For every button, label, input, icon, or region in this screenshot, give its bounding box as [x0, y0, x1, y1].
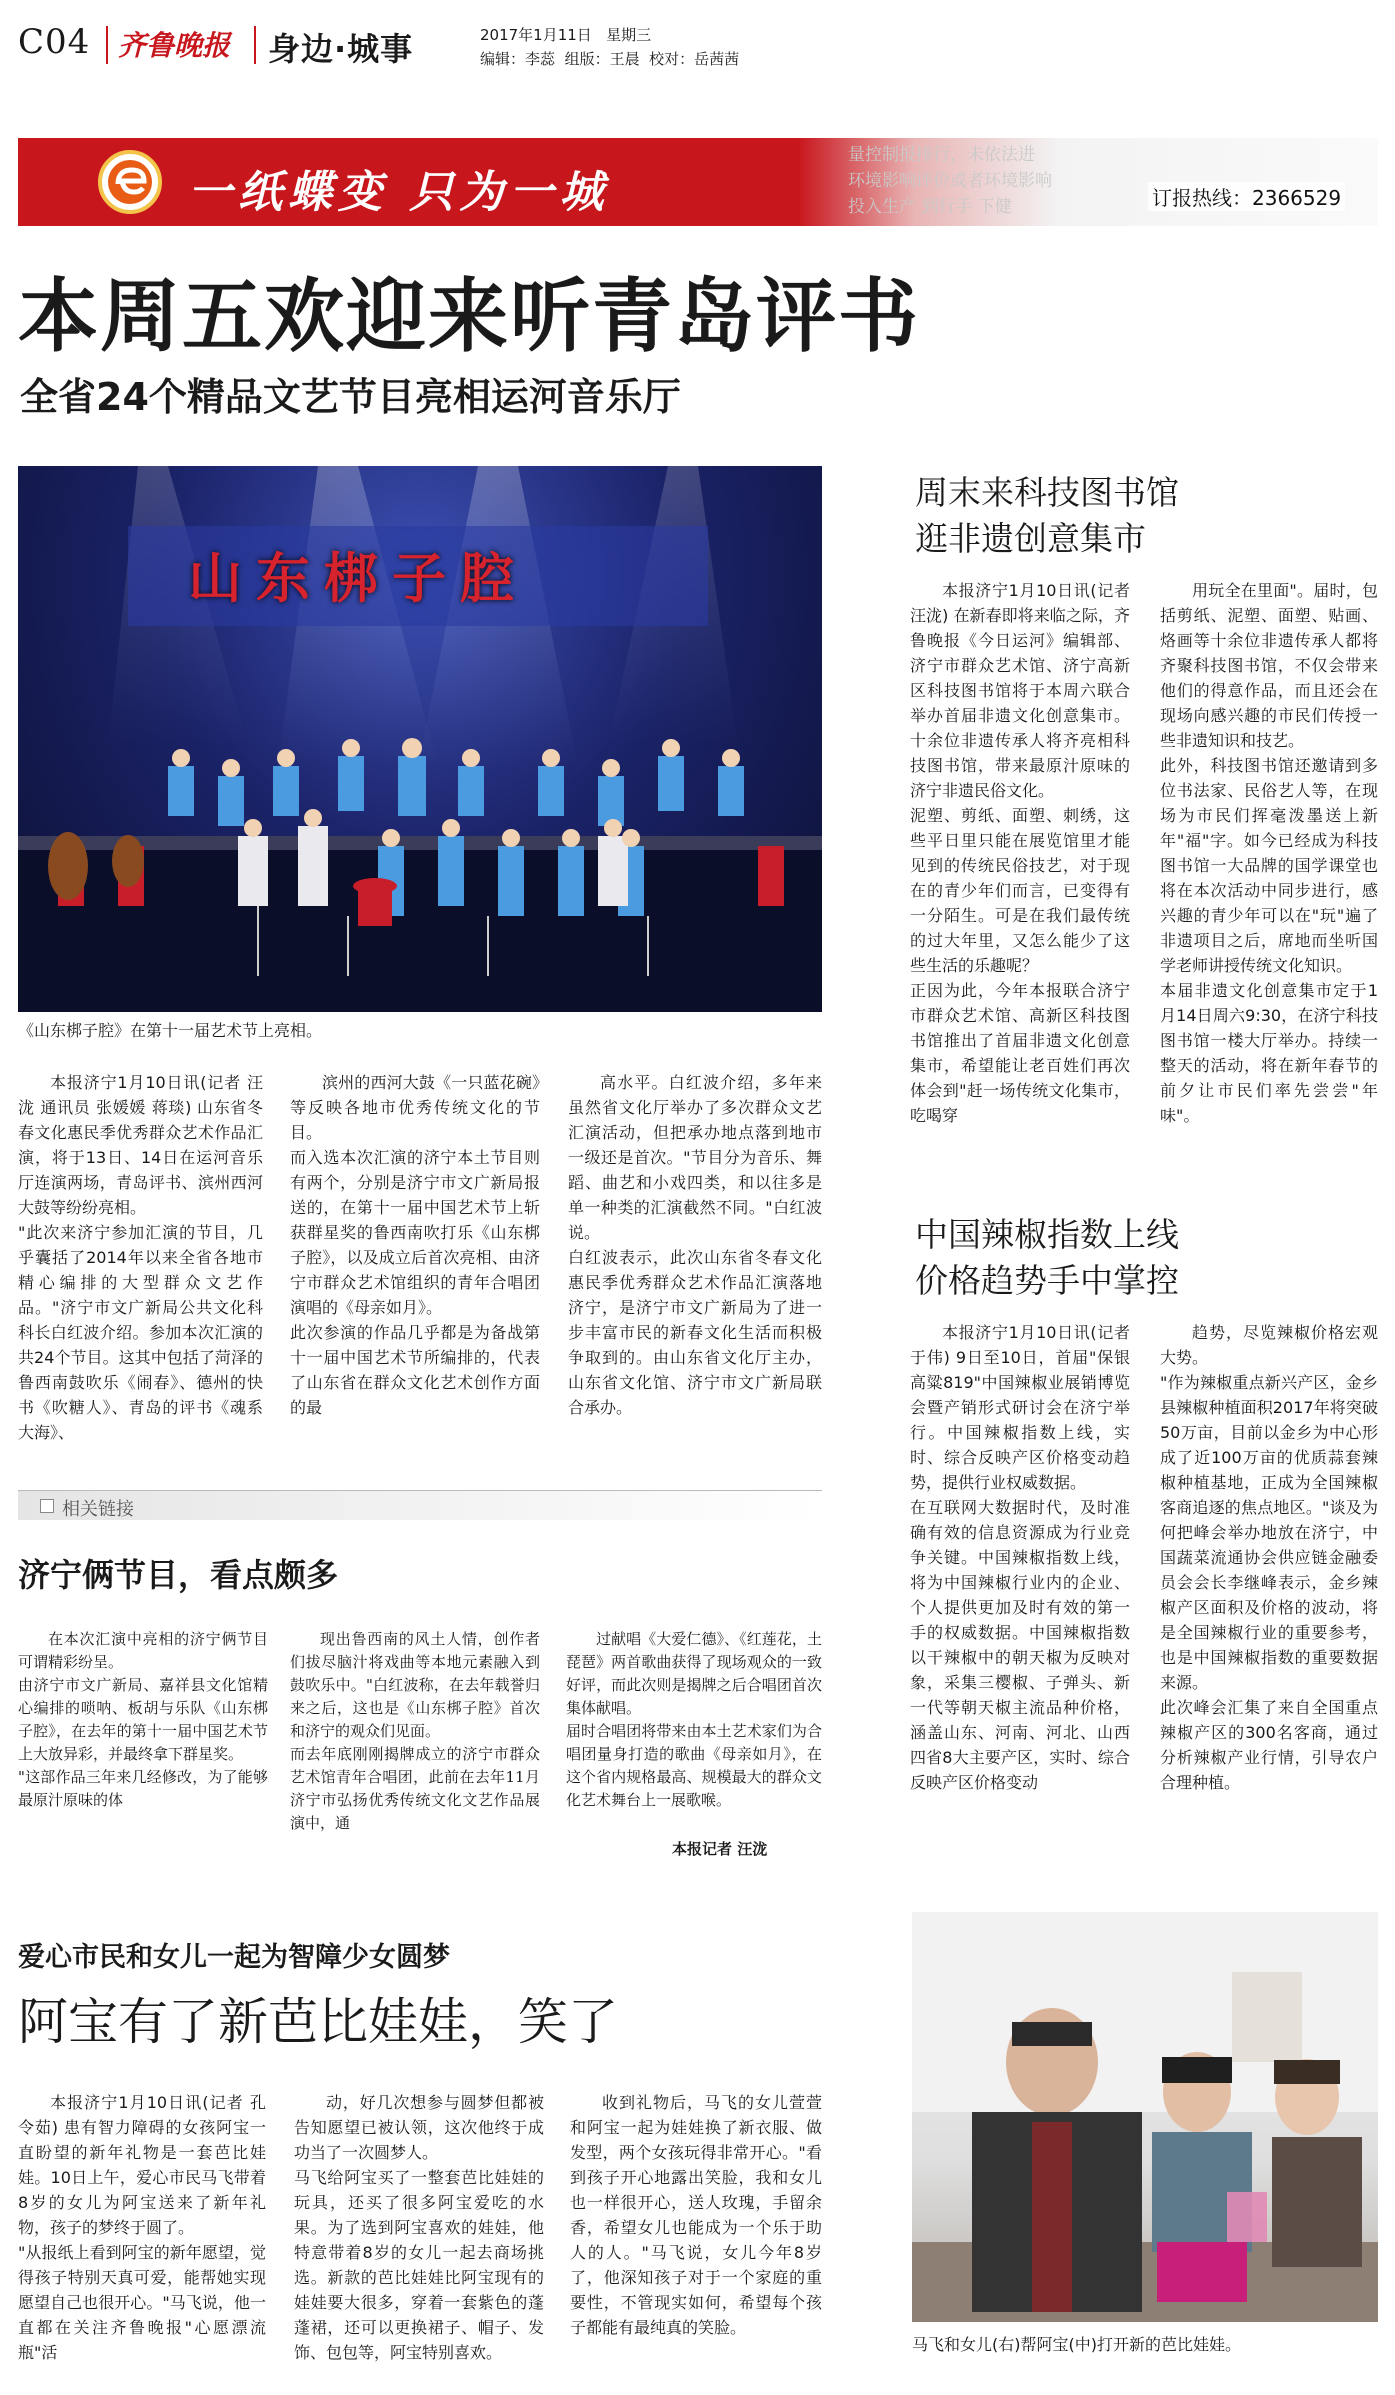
banner-bg-line: 投入生产 到行手 下健 — [848, 197, 1012, 217]
lead-col-1: 本报济宁1月10日讯(记者 汪泷 通讯员 张媛媛 蒋琰) 山东省冬春文化惠民季优秀群众艺术作品汇演，将于13日、14日在运河音乐厅连演两场，青岛评书、滨州西河大鼓等纷纷亮相。 "此次来济宁参加汇演的节目，几乎囊括了2014年以来全省各地市精心编排的大型群众文艺作品。"济宁市文广新局公共文化科科长白红波介绍。参加本次汇演的共24个节目。这其中包括了菏泽的鲁西南鼓吹乐《闹春》、德州的快书《吹糖人》、青岛的评书《魂系大海》、 — [18, 1073, 263, 1442]
story3-headline-line: 价格趋势手中掌控 — [915, 1261, 1179, 1300]
story2-col-1: 本报济宁1月10日讯(记者 汪泷) 在新春即将来临之际，齐鲁晚报《今日运河》编辑部、济宁市群众艺术馆、济宁高新区科技图书馆将于本周六联合举办首届非遗文化创意集市。十余位非遗传承人将齐亮相科技图书馆，带来最原汁原味的济宁非遗民俗文化。 泥塑、剪纸、面塑、刺绣，这些平日里只能在展览馆里才能见到的传统民俗技艺，对于现在的青少年们而言，已变得有一分陌生。可是在我们最传统的过大年里，又怎么能少了这些生活的乐趣呢？ 正因为此，今年本报联合济宁市群众艺术馆、高新区科技图书馆推出了首届非遗文化创意集市，希望能让老百姓们再次体会到"赶一场传统文化集市，吃喝穿 — [910, 581, 1130, 1125]
related-link-col-1: 在本次汇演中亮相的济宁俩节目可谓精彩纷呈。 由济宁市文广新局、嘉祥县文化馆精心编排的唢呐、板胡与乐队《山东梆子腔》，在去年的第十一届中国艺术节上大放异彩，并最终拿下群星奖。 "这部作品三年来几经修改，为了能够最原汁原味的体 — [18, 1630, 268, 1809]
story2-headline-line: 逛非遗创意集市 — [915, 519, 1146, 558]
story3-col-1: 本报济宁1月10日讯(记者 于伟) 9日至10日，首届"保银高粱819"中国辣椒业展销博览会暨产销形式研讨会在济宁举行。中国辣椒指数上线，实时、综合反映产区价格变动趋势，提供行业权威数据。 在互联网大数据时代，及时准确有效的信息资源成为行业竞争关键。中国辣椒指数上线，将为中国辣椒行业内的企业、个人提供更加及时有效的第一手的权威数据。中国辣椒指数以干辣椒中的朝天椒为反映对象，采集三樱椒、子弹头、新一代等朝天椒主流品种价格，涵盖山东、河南、河北、山西四省8大主要产区，实时、综合反映产区价格变动 — [910, 1323, 1130, 1792]
e-logo-icon — [102, 154, 158, 210]
page-number: C04 — [18, 22, 91, 62]
story4-col-3: 收到礼物后，马飞的女儿萱萱和阿宝一起为娃娃换了新衣服、做发型，两个女孩玩得非常开心。"看到孩子开心地露出笑脸，我和女儿也一样很开心，送人玫瑰，手留余香，希望女儿也能成为一个乐于助人的人。"马飞说，女儿今年8岁了，他深知孩子对于一个家庭的重要性，不管现实如何，希望每个孩子都能有最纯真的笑脸。 — [570, 2093, 822, 2337]
issue-date — [480, 24, 651, 45]
story3-headline — [915, 1212, 1179, 1304]
promo-banner — [18, 138, 1378, 226]
date: 2017年1月11日 — [480, 26, 592, 44]
hotline-number: 2366529 — [1252, 186, 1342, 210]
story4-col-1: 本报济宁1月10日讯(记者 孔令茹) 患有智力障碍的女孩阿宝一直盼望的新年礼物是一套芭比娃娃。10日上午，爱心市民马飞带着8岁的女儿为阿宝送来了新年礼物，孩子的梦终于圆了。 "从报纸上看到阿宝的新年愿望，觉得孩子特别天真可爱，能帮她实现愿望自己也很开心。"马飞说，他一直都在关注齐鲁晚报"心愿漂流瓶"活 — [18, 2093, 266, 2362]
lead-headline: 本周五欢迎来听青岛评书 — [18, 270, 920, 363]
masthead — [18, 14, 1378, 74]
lead-subhead: 全省24个精品文艺节目亮相运河音乐厅 — [20, 375, 681, 419]
related-link-label: 相关链接 — [62, 1499, 134, 1520]
stage-photo-caption: 《山东梆子腔》在第十一届艺术节上亮相。 — [18, 1021, 323, 1040]
story3-headline-line: 中国辣椒指数上线 — [915, 1215, 1179, 1254]
staff-credits — [480, 48, 739, 69]
story2-col-2: 用玩全在里面"。届时，包括剪纸、泥塑、面塑、贴画、烙画等十余位非遗传承人都将齐聚科技图书馆，不仅会带来他们的得意作品，而且还会在现场向感兴趣的市民们传授一些非遗知识和技艺。 此外，科技图书馆还邀请到多位书法家、民俗艺人等，在现场为市民们挥毫泼墨送上新年"福"字。如今已经成为科技图书馆一大品牌的国学课堂也将在本次活动中同步进行，感兴趣的青少年可以在"玩"遍了非遗项目之后，席地而坐听国学老师讲授传统文化知识。 本届非遗文化创意集市定于1月14日周六9:30，在济宁科技图书馆一楼大厅举办。持续一整天的活动，将在新年春节的前夕让市民们率先尝尝"年味"。 — [1160, 581, 1378, 1125]
banner-slogan: 一纸蝶变 只为一城 — [188, 167, 610, 218]
section-title: 身边·城事 — [268, 30, 414, 68]
lead-col-2: 滨州的西河大鼓《一只蓝花碗》等反映各地市优秀传统文化的节目。 而入选本次汇演的济宁本土节目则有两个，分别是济宁市文广新局报送的，在第十一届中国艺术节上斩获群星奖的鲁西南吹打乐《山东梆子腔》，以及成立后首次亮相、由济宁市群众艺术馆组织的青年合唱团演唱的《母亲如月》。 此次参演的作品几乎都是为备战第十一届中国艺术节所编排的，代表了山东省在群众文化艺术创作方面的最 — [290, 1073, 540, 1417]
related-link-col-2: 现出鲁西南的风土人情，创作者们拔尽脑汁将戏曲等本地元素融入到鼓吹乐中。"白红波称，在去年载誉归来之后，这也是《山东梆子腔》首次和济宁的观众们见面。 而去年底刚刚揭牌成立的济宁市群众艺术馆青年合唱团，此前在去年11月济宁市弘扬优秀传统文化文艺作品展演中，通 — [290, 1630, 540, 1832]
gift-photo — [912, 1912, 1378, 2322]
layout-credit: 组版：王晨 — [564, 50, 640, 68]
related-link-bar — [18, 1490, 822, 1520]
stage-photo — [18, 466, 822, 1012]
proof-credit: 校对：岳茜茜 — [649, 50, 740, 68]
divider — [254, 26, 256, 64]
story2-headline — [915, 470, 1179, 562]
story3-col-2: 趋势，尽览辣椒价格宏观大势。 "作为辣椒重点新兴产区，金乡县辣椒种植面积2017年将突破50万亩，目前以金乡为中心形成了近100万亩的优质蒜套辣椒种植基地，正成为全国辣椒客商追逐的焦点地区。"谈及为何把峰会举办地放在济宁，中国蔬菜流通协会供应链金融委员会会长李继峰表示，金乡辣椒产区面积及价格的波动，将是全国辣椒行业的重要参考，也是中国辣椒指数的重要数据来源。 此次峰会汇集了来自全国重点辣椒产区的300名客商，通过分析辣椒产业行情，引导农户合理种植。 — [1160, 1323, 1378, 1792]
story4-headline: 阿宝有了新芭比娃娃，笑了 — [18, 1993, 618, 2051]
story2-headline-line: 周末来科技图书馆 — [915, 473, 1179, 512]
related-link-headline: 济宁俩节目，看点颇多 — [18, 1556, 339, 1594]
banner-bg-line: 量控制报排行，未依法进 — [848, 145, 1035, 165]
story4-kicker: 爱心市民和女儿一起为智障少女圆梦 — [18, 1942, 450, 1973]
divider — [106, 26, 108, 64]
banner-bg-line: 环境影响评价或者环境影响 — [848, 171, 1052, 191]
related-link-col-3: 过献唱《大爱仁德》、《红莲花，土琵琶》两首歌曲获得了现场观众的一致好评，而此次则是揭牌之后合唱团首次集体献唱。 届时合唱团将带来由本土艺术家们为合唱团量身打造的歌曲《母亲如月》，在这个省内规格最高、规模最大的群众文化艺术舞台上一展歌喉。 — [566, 1630, 822, 1809]
editor-credit: 编辑：李蕊 — [480, 50, 556, 68]
subscription-hotline — [1148, 182, 1345, 211]
related-link-byline: 本报记者 汪泷 — [672, 1840, 768, 1858]
weekday: 星期三 — [606, 26, 652, 44]
gift-photo-caption: 马飞和女儿(右)帮阿宝(中)打开新的芭比娃娃。 — [912, 2335, 1241, 2354]
paper-logo: 齐鲁晚报 — [118, 29, 231, 62]
banner-logo — [98, 150, 162, 214]
lead-col-3: 高水平。白红波介绍，多年来虽然省文化厅举办了多次群众文艺汇演活动，但把承办地点落到地市一级还是首次。"节目分为音乐、舞蹈、曲艺和小戏四类，和以往多是单一种类的汇演截然不同。"白红波说。 白红波表示，此次山东省冬春文化惠民季优秀群众艺术作品汇演落地济宁，是济宁市文广新局为了进一步丰富市民的新春文化生活而积极争取到的。由山东省文化厅主办，山东省文化馆、济宁市文广新局联合承办。 — [568, 1073, 822, 1417]
story4-col-2: 动，好几次想参与圆梦但都被告知愿望已被认领，这次他终于成功当了一次圆梦人。 马飞给阿宝买了一整套芭比娃娃的玩具，还买了很多阿宝爱吃的水果。为了选到阿宝喜欢的娃娃，他特意带着8岁的女儿一起去商场挑选。新款的芭比娃娃比阿宝现有的娃娃要大很多，穿着一套紫色的蓬蓬裙，还可以更换裙子、帽子、发饰、包包等，阿宝特别喜欢。 — [294, 2093, 544, 2362]
link-icon — [40, 1499, 54, 1513]
hotline-label: 订报热线： — [1152, 186, 1252, 210]
stage-photo-title: 山东梆子腔 — [188, 546, 528, 610]
gift-scene — [912, 1912, 1378, 2322]
